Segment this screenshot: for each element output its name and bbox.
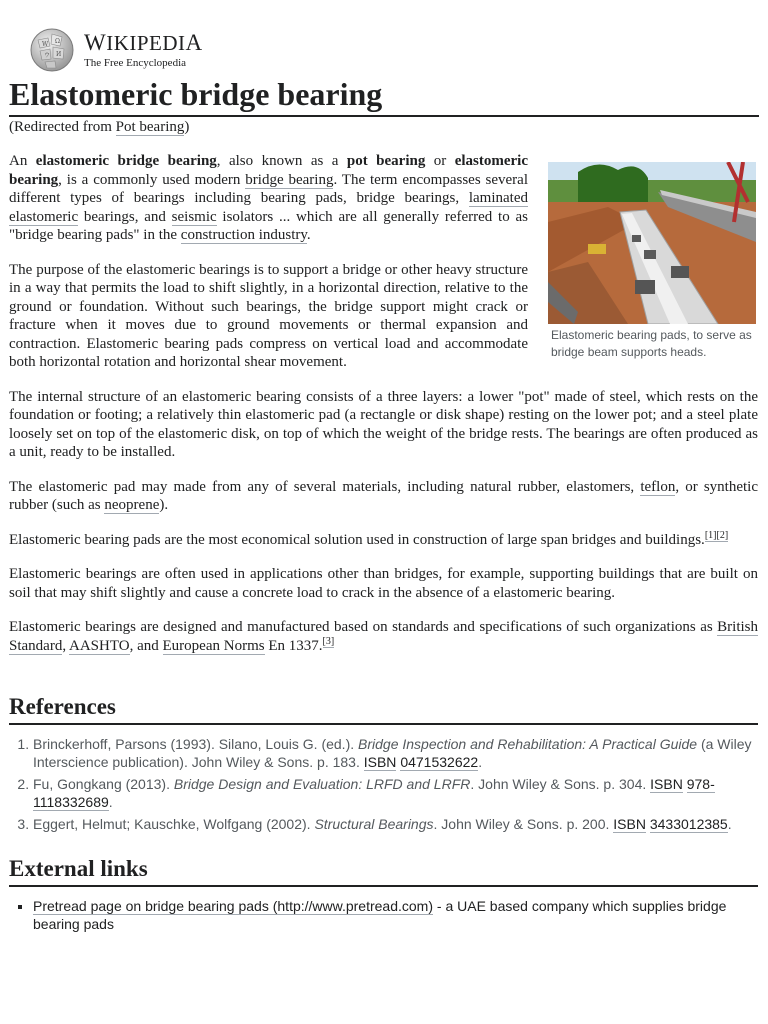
paragraph-purpose: The purpose of the elastomeric bearings is to support a bridge or other heavy structure in a way that permits the load to shift slightly, in a horizontal direction, relative to the ground or foundation. Without such bearings, the bridge support might crack or fracture when it moves due to ground movements or thermal expansion and contraction. Elastomeric bearing pads compress on vertical load and accommodate both horizontal rotation and horizontal shear movement. bbox=[9, 261, 528, 370]
ref-3-isbn-label[interactable]: ISBN bbox=[613, 816, 646, 832]
ref-1-end: . bbox=[478, 754, 483, 770]
svg-text:W: W bbox=[42, 41, 49, 48]
p1-text-5: . The term encompasses several different types of bearings including bearing pads, bridge bearings, bbox=[9, 171, 528, 206]
redirect-suffix: ) bbox=[184, 119, 190, 135]
paragraph-applications: Elastomeric bearings are often used in applications other than bridges, for example, supporting buildings that are built on soil that may shift slightly and cause a concrete load to crack in the absence of a elastomeric bearing. bbox=[9, 566, 758, 601]
redirect-link-pot-bearing[interactable]: Pot bearing bbox=[115, 119, 185, 135]
ref-3-publisher: . John Wiley & Sons. p. 200. bbox=[433, 816, 614, 832]
svg-text:И: И bbox=[56, 51, 62, 58]
link-laminated[interactable]: laminated bbox=[468, 190, 528, 206]
paragraph-materials bbox=[9, 478, 758, 515]
p1-text-2: , also known as a bbox=[216, 153, 347, 169]
wordmark bbox=[84, 31, 203, 69]
link-european-norms[interactable]: European Norms bbox=[162, 637, 265, 654]
wordmark-initial: W bbox=[84, 30, 107, 55]
p4-text-1: The elastomeric pad may made from any of several materials, including natural rubber, elastomers, bbox=[9, 478, 641, 495]
p1-text-3: or bbox=[425, 153, 455, 169]
link-bridge-bearing[interactable]: bridge bearing bbox=[245, 171, 334, 188]
wikipedia-header[interactable] bbox=[28, 26, 203, 74]
reference-item bbox=[33, 735, 758, 771]
ref-2-end: . bbox=[108, 794, 113, 810]
p1-text-1: An bbox=[9, 153, 36, 169]
wordmark-title bbox=[84, 31, 203, 54]
citation-2[interactable]: [2] bbox=[716, 529, 729, 541]
link-elastomeric[interactable]: elastomeric bbox=[9, 208, 79, 225]
p7-text-2: , bbox=[62, 637, 70, 654]
p7-text-4: En 1337. bbox=[264, 637, 323, 654]
wikipedia-globe-logo bbox=[28, 26, 76, 74]
p1-bold-2: pot bearing bbox=[346, 153, 426, 169]
ref-1-isbn-label[interactable]: ISBN bbox=[363, 754, 397, 770]
p1-text-4: , is a commonly used modern bbox=[58, 171, 246, 188]
reference-item bbox=[33, 775, 758, 811]
paragraph-structure: The internal structure of an elastomeric bearing consists of a three layers: a lower "pot" made of steel, which rests on the foundation or footing; a relatively thin elastomeric pad (a rectangle or disk shape) resting on the lower pot; and a steel plate loosely set on top of the elastomeric disk, on top of which the weight of the bridge rests. The bearings are often produced as a unit, ready to be installed. bbox=[9, 388, 758, 460]
p7-text-3: , and bbox=[129, 637, 163, 654]
link-teflon[interactable]: teflon bbox=[640, 478, 676, 495]
ref-3-end: . bbox=[727, 816, 732, 832]
thumbnail-caption: Elastomeric bearing pads, to serve as bridge beam supports heads. bbox=[551, 328, 752, 359]
citation-3[interactable]: [3] bbox=[322, 635, 335, 647]
ref-3-isbn-link[interactable]: 3433012385 bbox=[649, 816, 728, 832]
link-british-standard[interactable]: British Standard bbox=[9, 619, 758, 654]
link-neoprene[interactable]: neoprene bbox=[104, 497, 160, 513]
ref-2-isbn-link[interactable]: 978-1118332689 bbox=[33, 776, 715, 810]
ref-2-publisher: . John Wiley & Sons. p. 304. bbox=[470, 776, 651, 792]
p5-text: Elastomeric bearing pads are the most economical solution used in construction of large span bridges and buildings. bbox=[9, 531, 705, 548]
page-title: Elastomeric bridge bearing bbox=[9, 74, 759, 117]
p1-bold-3: elastomeric bearing bbox=[9, 153, 529, 188]
redirect-prefix: (Redirected from bbox=[9, 119, 116, 135]
ref-3-title: Structural Bearings bbox=[314, 816, 434, 832]
p1-text-9: . bbox=[306, 227, 311, 243]
reference-item bbox=[33, 815, 758, 833]
ref-1-text: Brinckerhoff, Parsons (1993). Silano, Louis G. (ed.). bbox=[33, 736, 359, 752]
external-links-heading: External links bbox=[9, 855, 758, 887]
references-heading: References bbox=[9, 693, 758, 725]
p1-text-8: isolators ... which are all generally referred to as "bridge bearing pads" in the bbox=[9, 208, 528, 243]
p4-text-2: , or synthetic rubber (such as bbox=[9, 478, 758, 513]
link-construction-industry[interactable]: construction industry bbox=[180, 227, 307, 243]
paragraph-standards bbox=[9, 618, 758, 655]
ref-1-title: Bridge Inspection and Rehabilitation: A Practical Guide bbox=[358, 736, 698, 752]
svg-text:ウ: ウ bbox=[44, 52, 51, 59]
ref-2-text: Fu, Gongkang (2013). bbox=[33, 776, 174, 792]
ref-2-title: Bridge Design and Evaluation: LRFD and LRFR bbox=[173, 776, 471, 792]
ref-2-isbn-label[interactable]: ISBN bbox=[650, 776, 683, 792]
external-link-description: - a UAE based company which supplies bridge bearing pads bbox=[33, 898, 727, 932]
external-link-item bbox=[33, 897, 758, 933]
bearing-pads-photo[interactable] bbox=[548, 162, 756, 324]
wordmark-middle: IKIPEDI bbox=[106, 31, 186, 55]
external-links-list bbox=[9, 897, 758, 933]
link-aashto[interactable]: AASHTO bbox=[69, 637, 130, 654]
p1-bold-1: elastomeric bridge bearing bbox=[35, 153, 217, 169]
p7-text-1: Elastomeric bearings are designed and manufactured based on standards and specifications of such organizations as bbox=[9, 619, 718, 635]
thumbnail-box bbox=[548, 162, 756, 361]
link-pretread[interactable]: Pretread page on bridge bearing pads (http://www.pretread.com) bbox=[33, 898, 434, 914]
references-list bbox=[9, 735, 758, 833]
p1-text-7: bearings, and bbox=[78, 208, 172, 225]
link-seismic[interactable]: seismic bbox=[171, 208, 217, 225]
article-content bbox=[9, 152, 758, 933]
paragraph-economical bbox=[9, 531, 758, 550]
ref-1-publisher: (a Wiley Interscience publication). John Wiley & Sons. p. 183. bbox=[33, 736, 752, 770]
wordmark-final: A bbox=[185, 30, 203, 55]
ref-1-isbn-link[interactable]: 0471532622 bbox=[400, 754, 479, 770]
ref-3-text: Eggert, Helmut; Kauschke, Wolfgang (2002). bbox=[33, 816, 315, 832]
svg-text:Ω: Ω bbox=[55, 38, 60, 45]
redirect-notice bbox=[9, 118, 189, 136]
p4-text-3: ). bbox=[159, 497, 169, 513]
citation-1[interactable]: [1] bbox=[704, 529, 717, 541]
wordmark-tagline: The Free Encyclopedia bbox=[84, 57, 187, 69]
